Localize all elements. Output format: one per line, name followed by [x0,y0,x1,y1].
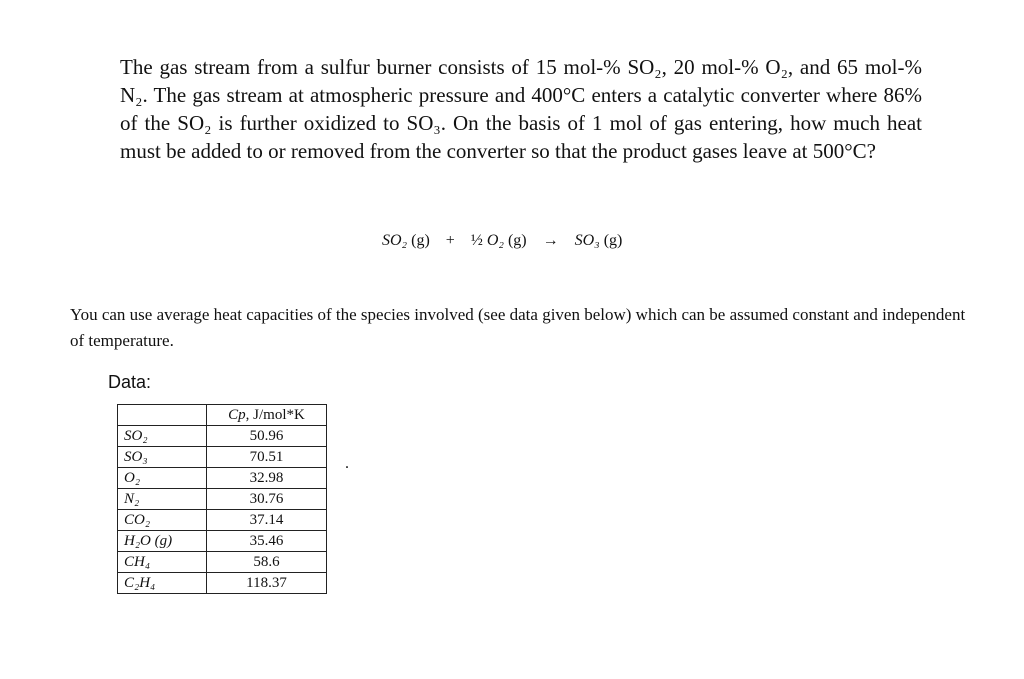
coefficient: ½ [470,232,483,249]
species-cell: SO₂ [118,426,207,447]
cp-symbol: Cp [228,406,246,423]
species-cell: C₂H₄ [118,573,207,594]
species-cell: CH₄ [118,552,207,573]
problem-statement: The gas stream from a sulfur burner consists of 15 mol-% SO₂, 20 mol-% O₂, and 65 mol-% N₂. The gas stream at atmospheric pressure and 400°C enters a catalytic converter where 86% of the SO₂ is further oxidized to SO₃. On the basis of 1 mol of gas entering, how much heat must be added to or removed from the converter so that the product gases leave at 500°C? [120,55,922,163]
table-row [118,468,327,489]
plus-sign: + [445,232,455,249]
table-header-cp [207,405,327,426]
stray-dot: . [345,455,349,472]
table-row [118,531,327,552]
reaction-equation [382,232,622,250]
table-row [118,510,327,531]
reaction-arrow: → [542,232,559,249]
state-label: (g) [411,232,430,249]
cp-value-cell: 37.14 [207,510,327,531]
data-label: Data: [108,372,152,392]
table-header-blank [118,405,207,426]
state-label: (g) [603,232,623,249]
table-row [118,552,327,573]
cp-unit: , J/mol*K [245,406,305,423]
table-header-row [118,405,327,426]
state-label: (g) [507,232,527,249]
species-cell: N₂ [118,489,207,510]
cp-value-cell: 58.6 [207,552,327,573]
cp-value-cell: 50.96 [207,426,327,447]
species-cell: SO₃ [118,447,207,468]
heat-capacity-note: You can use average heat capacities of the species involved (see data given below) which can be assumed constant and independent of temperature. [70,305,966,350]
cp-value-cell: 35.46 [207,531,327,552]
cp-value-cell: 70.51 [207,447,327,468]
reactant-so2: SO₂ [382,232,408,249]
product-so3: SO₃ [574,232,600,249]
heat-capacity-table [117,404,327,594]
table-row [118,573,327,594]
table-row [118,426,327,447]
table-row [118,489,327,510]
cp-value-cell: 32.98 [207,468,327,489]
species-cell: H₂O (g) [118,531,207,552]
species-cell: O₂ [118,468,207,489]
species-cell: CO₂ [118,510,207,531]
cp-value-cell: 30.76 [207,489,327,510]
cp-value-cell: 118.37 [207,573,327,594]
table-row [118,447,327,468]
reactant-o2: O₂ [486,232,504,249]
